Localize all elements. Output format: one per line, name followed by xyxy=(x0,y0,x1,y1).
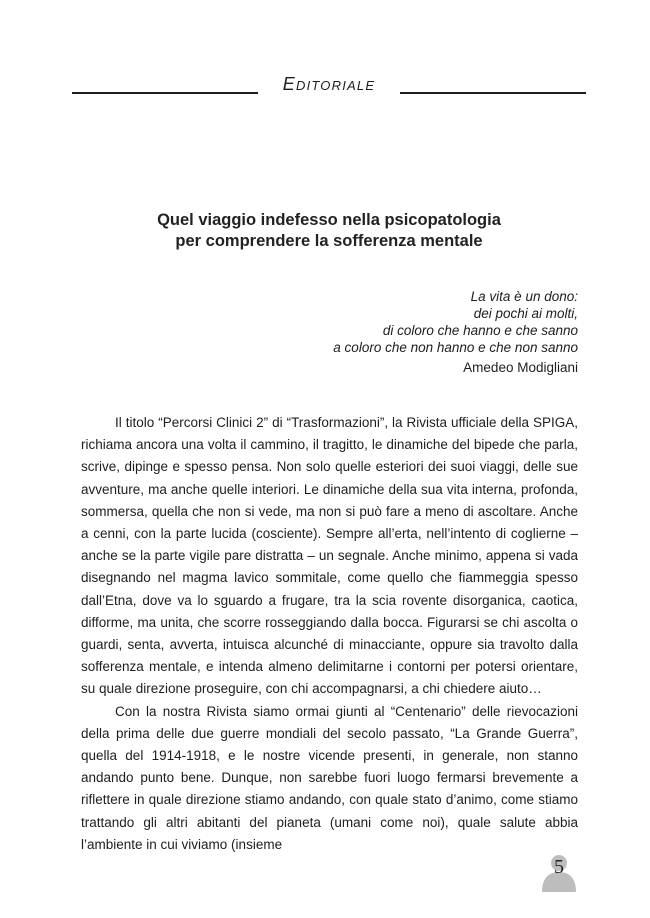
running-header xyxy=(72,72,586,102)
article-title-line-2: per comprendere la sofferenza mentale xyxy=(175,232,483,250)
page-number: 5 xyxy=(554,856,564,878)
epigraph-author: Amedeo Modigliani xyxy=(463,360,578,375)
body-paragraph: Con la nostra Rivista siamo ormai giunti al “Centenario” delle rievocazioni della prima delle due guerre mondiali del secolo passato, “La Grande Guerra”, quella del 1914-1918, e le nostre vicende presenti, in generale, non stanno andando punto bene. Dunque, non sarebbe fuori luogo fermarsi brevemente a riflettere in quale direzione stiamo andando, con quale stato d’animo, come stiamo trattando gli altri abitanti del pianeta (umani come noi), quale salute abbia l’ambiente in cui viviamo (insieme xyxy=(81,703,578,852)
header-rule-right xyxy=(400,92,586,94)
article-body xyxy=(81,412,578,856)
article-title xyxy=(72,210,586,252)
epigraph-line: dei pochi ai molti, xyxy=(473,306,578,321)
epigraph xyxy=(218,288,578,376)
section-title: Editoriale xyxy=(282,74,376,94)
article-title-line-1: Quel viaggio indefesso nella psicopatologia xyxy=(157,211,501,229)
epigraph-line: a coloro che non hanno e che non sanno xyxy=(333,340,578,355)
epigraph-line: La vita è un dono: xyxy=(470,289,578,304)
body-paragraph: Il titolo “Percorsi Clinici 2” di “Trasformazioni”, la Rivista ufficiale della SPIGA, richiama ancora una volta il cammino, il tragitto, le dinamiche del bipede che parla, scrive, dipinge e spesso pensa. Non solo quelle esteriori dei suoi viaggi, delle sue avventure, ma anche quelle interiori. Le dinamiche della sua vita interna, profonda, sommersa, quella che non si vede, ma non si può fare a meno di ascoltare. Anche a cenni, con la parte lucida (cosciente). Sempre all’erta, nell’intento di coglierne – anche se la parte vigile pare distratta – un segnale. Anche minimo, appena si vada disegnando nel magma lavico sommitale, come quello che fiammeggia spesso dall’Etna, dove va lo sguardo a frugare, tra la scia rovente disorganica, caotica, difforme, ma unita, che scorre rosseggiando dalla bocca. Figurarsi se chi ascolta o guardi, senta, avverta, intuisca alcunché di minacciante, oppure sia travolto dalla sofferenza mentale, e intenda almeno delimitarne i contorni per potersi orientare, su quale direzione proseguire, con chi accompagnarsi, a chi chiedere aiuto… xyxy=(81,415,578,697)
page-number-badge xyxy=(538,852,580,892)
epigraph-line: di coloro che hanno e che sanno xyxy=(382,323,578,338)
